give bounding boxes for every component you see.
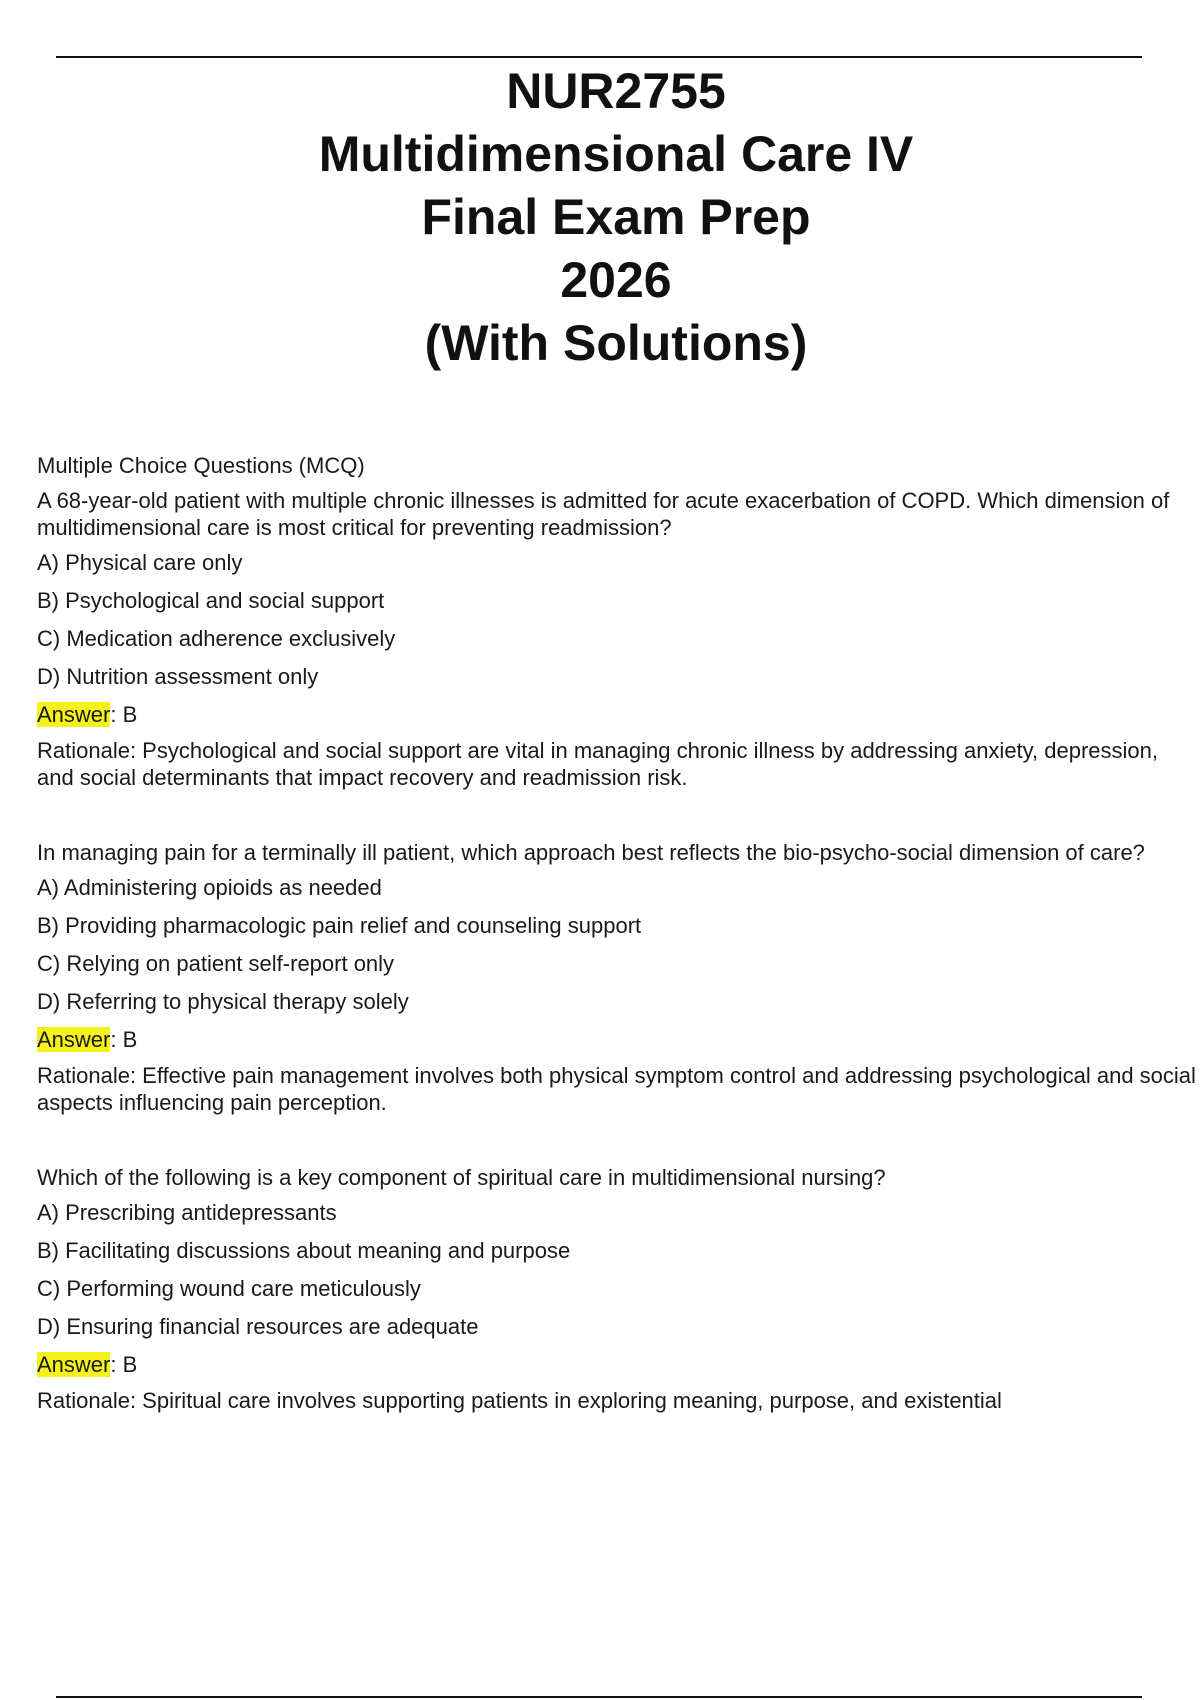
question-block-2 [37,839,1197,1116]
rationale-text: Rationale: Effective pain management involves both physical symptom control and addressing psychological and social aspects influencing pain perception. [37,1063,1196,1115]
title-course-name: Multidimensional Care IV [318,126,914,182]
option-d: D) Nutrition assessment only [37,664,319,689]
answer-value: : B [110,1352,138,1377]
bottom-divider [56,1696,1142,1698]
question-block-1 [37,487,1197,791]
answer-value: : B [110,702,138,727]
option-b: B) Psychological and social support [37,588,385,613]
section-heading: Multiple Choice Questions (MCQ) [37,453,365,478]
rationale-text: Rationale: Spiritual care involves supporting patients in exploring meaning, purpose, and existential [37,1388,1002,1413]
option-c: C) Medication adherence exclusively [37,626,396,651]
question-text: In managing pain for a terminally ill patient, which approach best reflects the bio-psycho-social dimension of care? [37,840,1145,865]
answer-line [37,1026,1197,1053]
question-text: Which of the following is a key component of spiritual care in multidimensional nursing? [37,1165,886,1190]
title-exam-name: Final Exam Prep [421,189,811,245]
question-text: A 68-year-old patient with multiple chronic illnesses is admitted for acute exacerbation of COPD. Which dimension of multidimensional care is most critical for preventing readmission? [37,488,1170,540]
answer-label-highlight: Answer [37,1027,111,1052]
answer-line [37,701,1197,728]
title-course-code: NUR2755 [506,63,726,119]
option-d: D) Referring to physical therapy solely [37,989,409,1014]
option-b: B) Facilitating discussions about meaning and purpose [37,1238,571,1263]
question-block-3 [37,1164,1197,1414]
answer-label-highlight: Answer [37,1352,111,1377]
title-subtitle: (With Solutions) [424,315,808,371]
answer-value: : B [110,1027,138,1052]
option-d: D) Ensuring financial resources are adequate [37,1314,479,1339]
option-a: A) Administering opioids as needed [37,875,382,900]
answer-label-highlight: Answer [37,702,111,727]
option-c: C) Performing wound care meticulously [37,1276,421,1301]
title-year: 2026 [560,252,672,308]
document-title [0,60,1200,375]
top-divider [56,56,1142,58]
option-b: B) Providing pharmacologic pain relief and counseling support [37,913,642,938]
answer-line [37,1351,1197,1378]
option-a: A) Prescribing antidepressants [37,1200,337,1225]
option-c: C) Relying on patient self-report only [37,951,395,976]
rationale-text: Rationale: Psychological and social support are vital in managing chronic illness by addressing anxiety, depression, and social determinants that impact recovery and readmission risk. [37,738,1158,790]
option-a: A) Physical care only [37,550,243,575]
exam-content [37,452,1197,1462]
